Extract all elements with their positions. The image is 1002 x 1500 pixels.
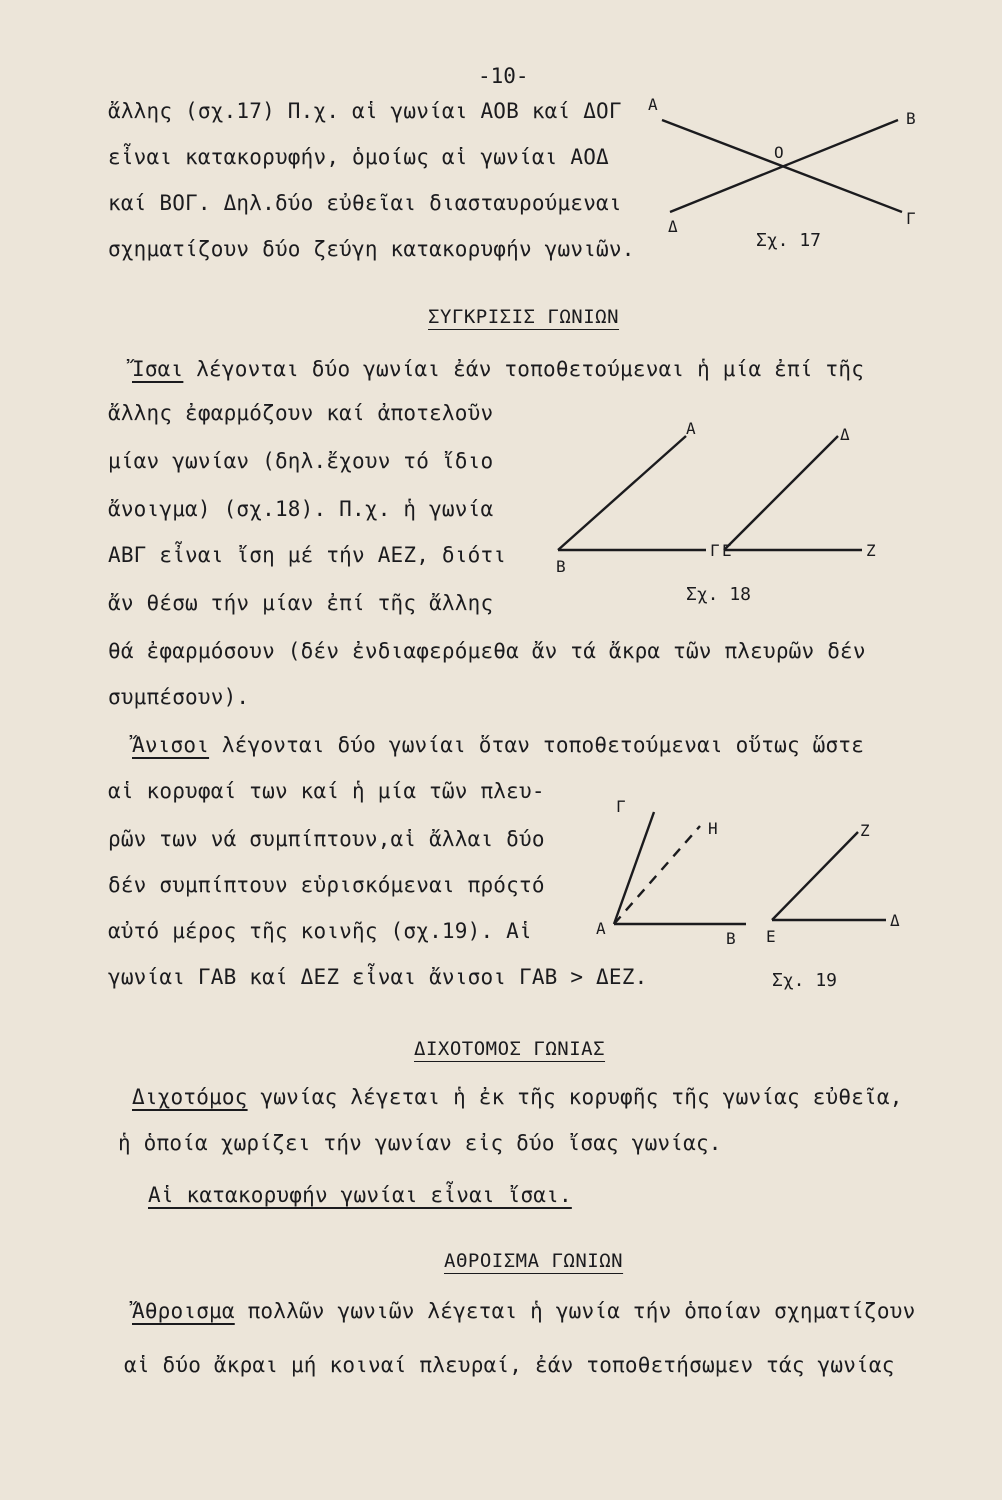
bisector-term: Διχοτόμος [132,1085,248,1109]
label-g: Γ [616,797,626,816]
label-g: Γ [906,209,916,228]
page-number: -10- [478,64,529,88]
label-b: Β [906,109,916,128]
heading-comparison: ΣΥΓΚΡΙΣΙΣ ΓΩΝΙΩΝ [428,306,620,328]
bisector-line-2: ἡ ὁποία χωρίζει τήν γωνίαν εἰς δύο ἴσας γωνίας. [118,1131,722,1155]
bisector-line-1-text: γωνίας λέγεται ἡ ἐκ τῆς κορυφῆς τῆς γωνίας εὐθεῖα, [260,1085,903,1109]
unequal-line-1-text: λέγονται δύο γωνίαι ὅταν τοποθετούμεναι οὕτως ὥστε [221,733,865,757]
label-a: Α [596,919,606,938]
equal-line-4: ἄνοιγμα) (σχ.18). Π.χ. ἡ γωνία [108,497,494,521]
sum-term: Ἄθροισμα [132,1299,235,1323]
unequal-line-2: αἱ κορυφαί των καί ἡ μία τῶν πλευ- [108,779,545,803]
label-h: Η [708,819,718,838]
figure-17-diagram [640,90,940,250]
label-z: Ζ [866,541,876,560]
label-z: Ζ [860,821,870,840]
heading-sum: ΑΘΡΟΙΣΜΑ ΓΩΝΙΩΝ [444,1250,624,1272]
label-a: Α [648,95,658,114]
label-b: Β [726,929,736,948]
unequal-term: Ἄνισοι [132,733,210,757]
figure-18-caption: Σχ. 18 [686,584,752,605]
equal-line-1 [132,356,864,382]
sum-line-1-text: πολλῶν γωνιῶν λέγεται ἡ γωνία τήν ὁποίαν σχηματίζουν [247,1299,916,1323]
heading-bisector: ΔΙΧΟΤΟΜΟΣ ΓΩΝΙΑΣ [414,1038,606,1060]
unequal-line-5: αὐτό μέρος τῆς κοινῆς (σχ.19). Αἱ [108,919,532,943]
side-e-z [772,832,858,920]
vertical-angles-rule: Αἱ κατακορυφήν γωνίαι εἶναι ἴσαι. [148,1183,572,1207]
bisector-line-1 [132,1084,903,1110]
label-e: Ε [766,927,776,946]
sum-line-1 [132,1298,915,1324]
equal-line-3: μίαν γωνίαν (δηλ.ἔχουν τό ἴδιο [108,449,494,473]
sum-line-2: αἱ δύο ἄκραι μή κοιναί πλευραί, ἐάν τοποθετήσωμεν τάς γωνίας [124,1353,895,1377]
label-a: Α [686,419,696,438]
figure-18-diagram [548,418,888,578]
equal-line-2: ἄλλης ἐφαρμόζουν καί ἀποτελοῦν [108,401,494,425]
intro-line-2: εἶναι κατακορυφήν, ὁμοίως αἱ γωνίαι ΑΟΔ [108,145,609,169]
equal-line-8: συμπέσουν). [108,685,250,709]
unequal-line-6: γωνίαι ΓΑΒ καί ΔΕΖ εἶναι ἄνισοι ΓΑΒ > ΔΕΖ. [108,965,648,989]
side-b-a [558,436,686,550]
label-o: Ο [774,143,784,162]
unequal-line-3: ρῶν των νά συμπίπτουν,αἱ ἄλλαι δύο [108,827,545,851]
unequal-line-1 [132,732,864,758]
equal-line-6: ἄν θέσω τήν μίαν ἐπί τῆς ἄλλης [108,591,494,615]
intro-line-4: σχηματίζουν δύο ζεύγη κατακορυφήν γωνιῶν. [108,237,635,261]
side-e-d [724,436,838,550]
side-a-g [614,812,654,924]
side-a-h-dashed [614,826,700,924]
equal-term: Ἴσαι [132,357,184,381]
label-d: Δ [890,911,900,930]
equal-line-1-text: λέγονται δύο γωνίαι ἐάν τοποθετούμεναι ἡ μία ἐπί τῆς [196,357,865,381]
equal-line-7: θά ἐφαρμόσουν (δέν ἐνδιαφερόμεθα ἄν τά ἄκρα τῶν πλευρῶν δέν [108,639,866,663]
intro-line-3: καί ΒΟΓ. Δηλ.δύο εὐθεῖαι διασταυρούμεναι [108,191,622,215]
figure-19-caption: Σχ. 19 [772,970,838,991]
figure-17-caption: Σχ. 17 [756,230,822,251]
label-g: Γ [710,541,720,560]
unequal-line-4: δέν συμπίπτουν εὑρισκόμεναι πρόςτό [108,873,545,897]
label-d: Δ [668,217,678,236]
equal-line-5: ΑΒΓ εἶναι ἴση μέ τήν ΑΕΖ, διότι [108,543,507,567]
label-b: Β [556,557,566,576]
label-d: Δ [840,425,850,444]
figure-19-diagram [596,796,916,956]
label-e: Ε [722,541,732,560]
intro-line-1: ἄλλης (σχ.17) Π.χ. αἱ γωνίαι ΑΟΒ καί ΔΟΓ [108,99,622,123]
